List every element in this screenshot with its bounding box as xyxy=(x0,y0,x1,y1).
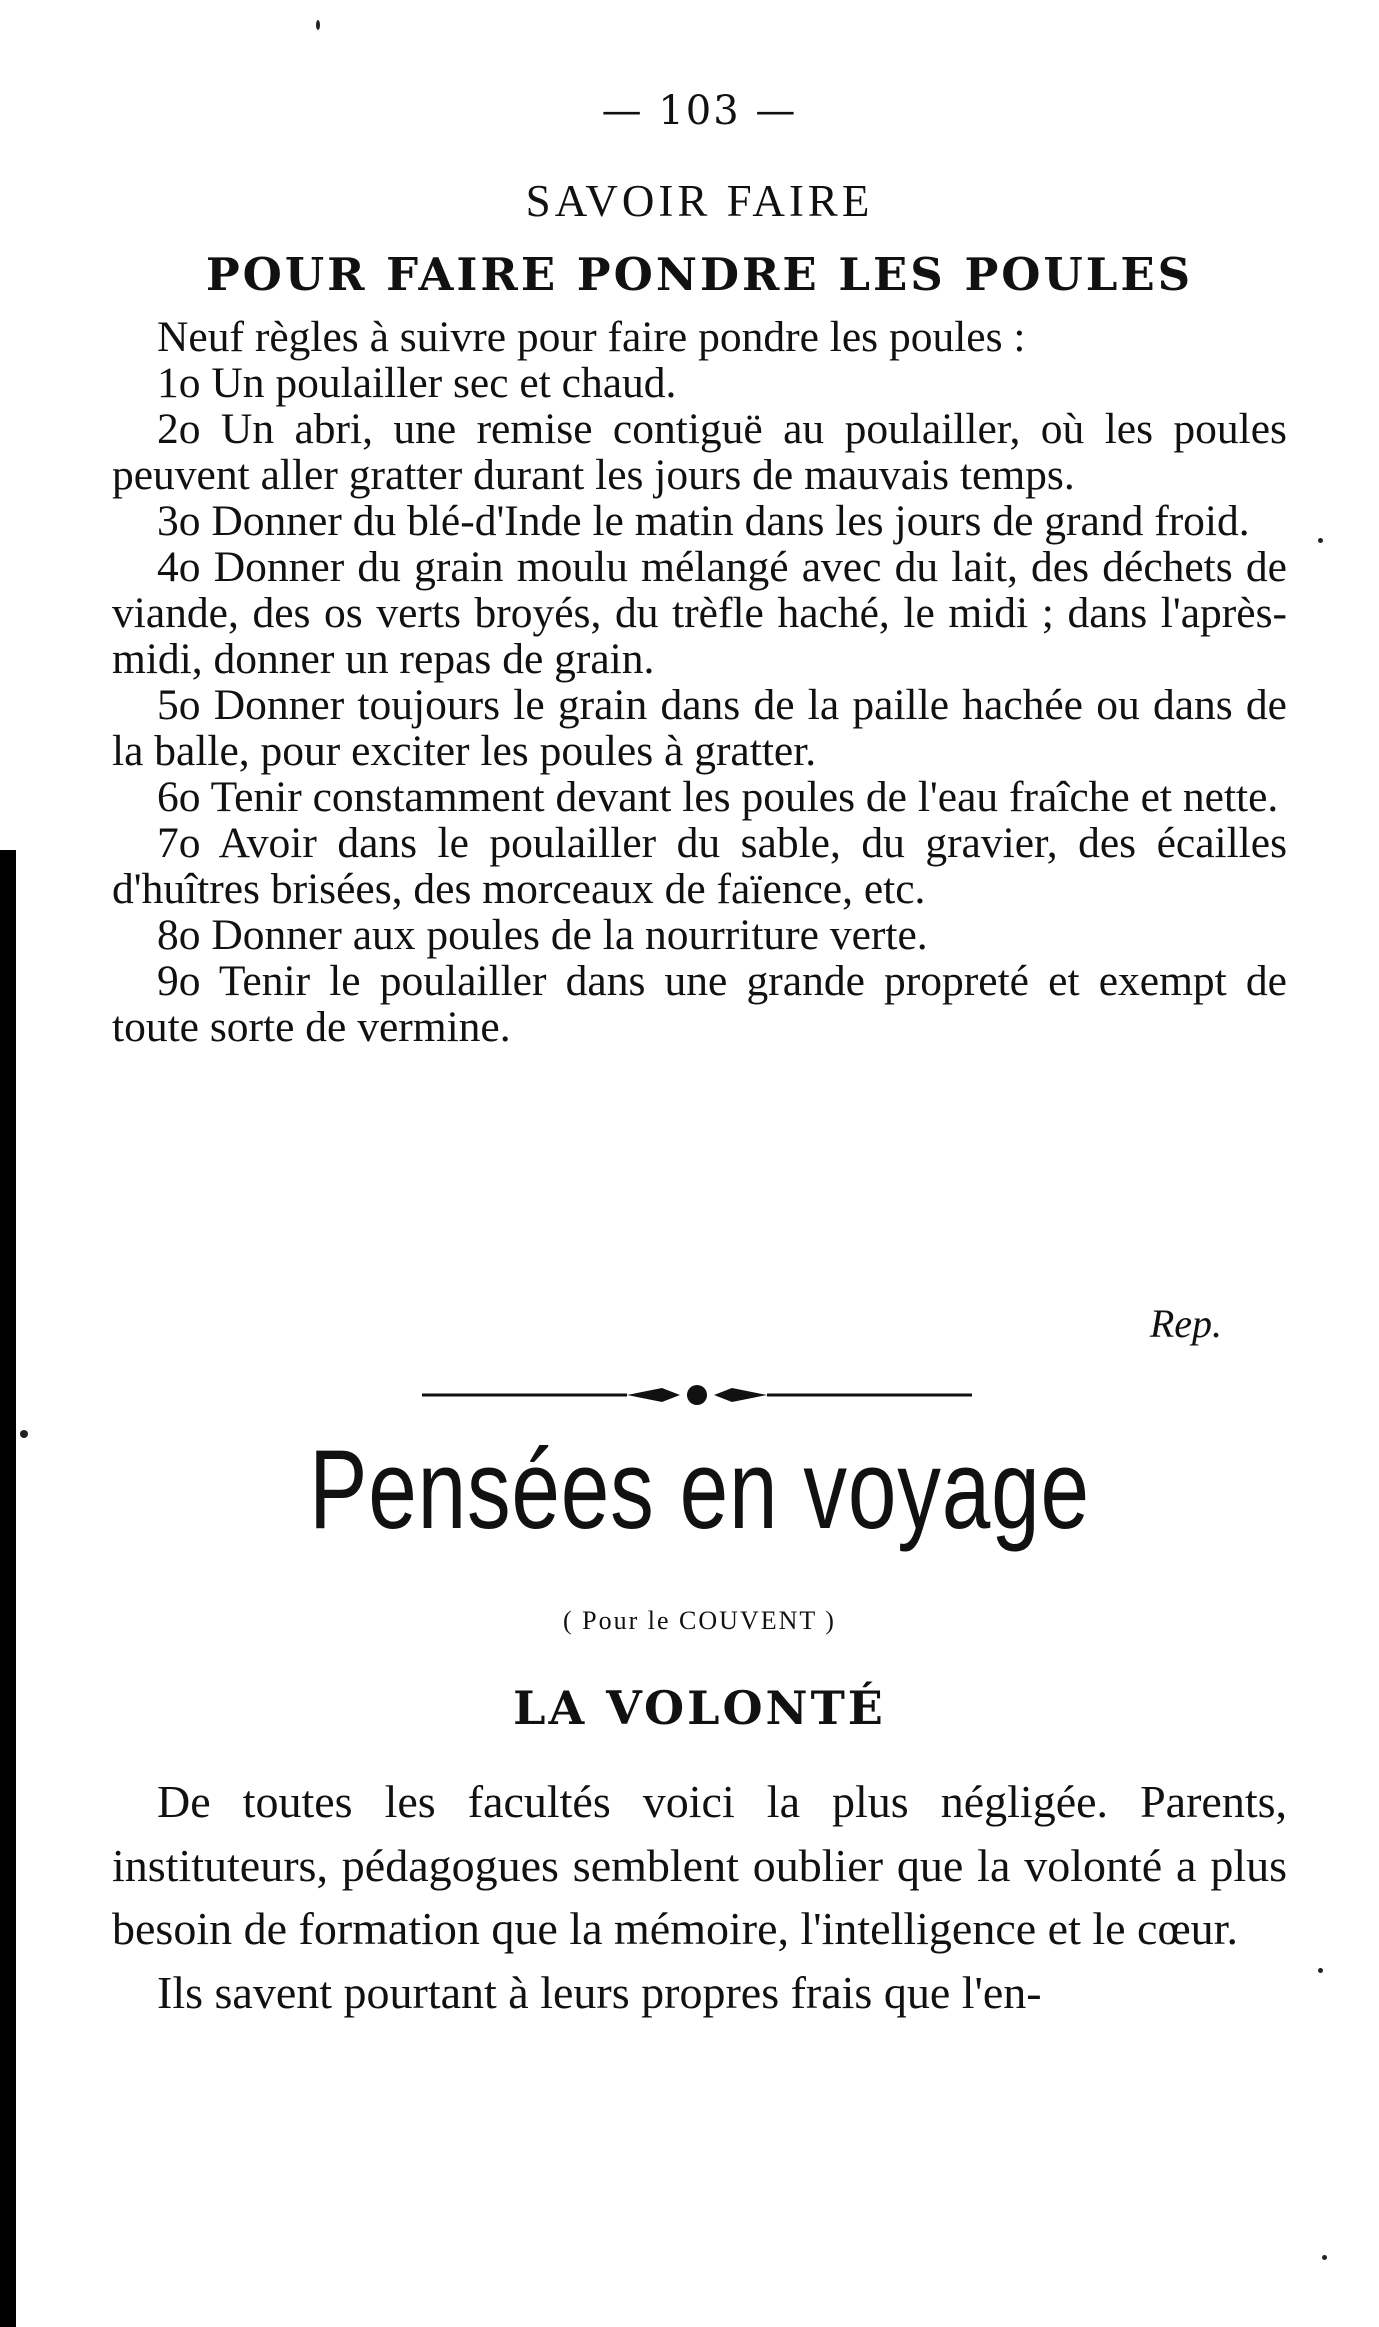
print-speck xyxy=(20,1430,28,1438)
divider-ornament-icon xyxy=(422,1378,972,1412)
rule-paragraph: 4o Donner du grain moulu mélangé avec du lait, des déchets de viande, des os verts broyés, du trèfle haché, le midi ; dans l'après-midi, donner un repas de grain. xyxy=(112,543,1287,683)
rule-paragraph: 5o Donner toujours le grain dans de la paille hachée ou dans de la balle, pour exciter les poules à gratter. xyxy=(112,681,1287,775)
rule-paragraph: 3o Donner du blé-d'Inde le matin dans les jours de grand froid. xyxy=(157,497,1250,545)
rule-paragraph: 7o Avoir dans le poulailler du sable, du gravier, des écailles d'huîtres brisées, des morceaux de faïence, etc. xyxy=(112,819,1287,913)
print-speck xyxy=(316,20,320,30)
rule-paragraph: 9o Tenir le poulailler dans une grande propreté et exempt de toute sorte de vermine. xyxy=(112,957,1287,1051)
section1-body xyxy=(112,314,1287,1050)
rule-paragraph: 8o Donner aux poules de la nourriture verte. xyxy=(157,911,928,959)
page-number: — 103 — xyxy=(601,88,798,134)
print-speck xyxy=(1318,538,1323,543)
section2-body xyxy=(112,1770,1287,2024)
article-subtitle: ( Pour le COUVENT ) xyxy=(563,1606,836,1635)
print-speck xyxy=(1318,1968,1323,1973)
body-paragraph: Ils savent pourtant à leurs propres frais que l'en- xyxy=(157,1966,1042,2018)
section-title-line2: POUR FAIRE PONDRE LES POULES xyxy=(205,248,1194,301)
body-paragraph: De toutes les facultés voici la plus négligée. Parents, instituteurs, pédagogues semblent oublier que la volonté a plus besoin de formation que la mémoire, l'intelligence et le cœur. xyxy=(112,1776,1287,1954)
page-binding-edge xyxy=(0,850,16,2327)
signature: Rep. xyxy=(1149,1301,1222,1346)
rule-paragraph: 1o Un poulailler sec et chaud. xyxy=(157,359,677,407)
article-heading: LA VOLONTÉ xyxy=(513,1681,886,1735)
intro-paragraph: Neuf règles à suivre pour faire pondre les poules : xyxy=(157,313,1026,361)
rule-paragraph: 6o Tenir constamment devant les poules de l'eau fraîche et nette. xyxy=(157,773,1279,821)
print-speck xyxy=(1322,2255,1327,2260)
rule-paragraph: 2o Un abri, une remise contiguë au poulailler, où les poules peuvent aller gratter durant les jours de mauvais temps. xyxy=(112,405,1287,499)
section-title-line1: SAVOIR FAIRE xyxy=(525,176,874,226)
article-title: Pensées en voyage xyxy=(309,1427,1090,1552)
